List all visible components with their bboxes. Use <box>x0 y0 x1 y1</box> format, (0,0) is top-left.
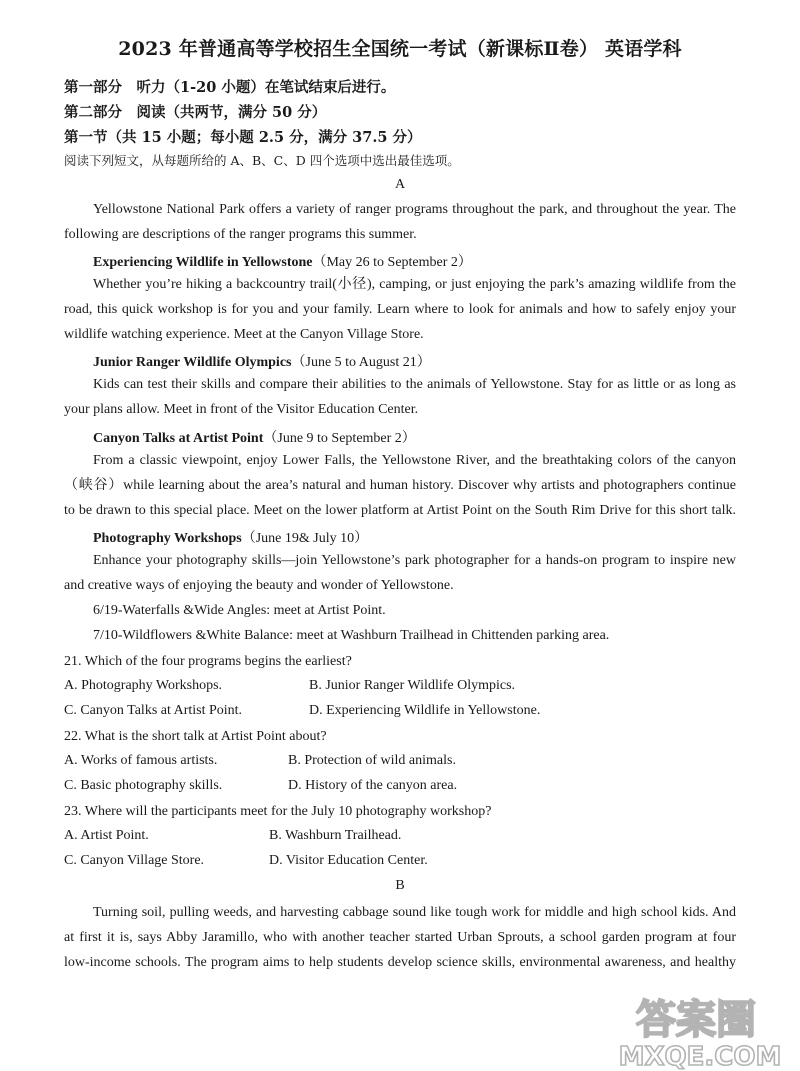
program-text-line: 6/19-Waterfalls &Wide Angles: meet at Artist Point. <box>93 603 386 618</box>
program-name: Junior Ranger Wildlife Olympics <box>93 355 292 370</box>
section-one-heading: 第一节（共 15 小题；每小题 2.5 分，满分 37.5 分） <box>64 129 422 146</box>
option: A. Photography Workshops. <box>64 678 223 693</box>
watermark-top-text: 答案圈 <box>636 997 756 1043</box>
option: A. Works of famous artists. <box>64 753 218 768</box>
program-text-line: From a classic viewpoint, enjoy Lower Falls, the Yellowstone River, and the breathtaking colors of the canyon <box>93 453 736 468</box>
program-text-line: Whether you’re hiking a backcountry trail(小径), camping, or just enjoying the park’s amazing wildlife from the <box>93 277 736 292</box>
program-text-line: 7/10-Wildflowers &White Balance: meet at Washburn Trailhead in Chittenden parking area. <box>93 628 610 643</box>
program-dates: （June 5 to August 21） <box>291 355 431 370</box>
instruction: 阅读下列短文，从每题所给的 A、B、C、D 四个选项中选出最佳选项。 <box>64 153 460 168</box>
program-text-line: and creative ways of enjoying the beauty and wonder of Yellowstone. <box>64 578 454 593</box>
option: C. Basic photography skills. <box>64 778 223 793</box>
program-text-line: your plans allow. Meet in front of the Visitor Education Center. <box>64 402 419 417</box>
program-text-line: （峡谷）while learning about the area’s natural and human history. Discover why artists and photographers continue <box>64 478 736 493</box>
program-heading <box>93 251 472 271</box>
program-name: Canyon Talks at Artist Point <box>93 431 264 446</box>
program-text-line: Enhance your photography skills—join Yellowstone’s park photographer for a hands-on program to inspire new <box>93 553 736 568</box>
program-text-line: to be drawn to this special place. Meet on the lower platform at Artist Point on the South Rim Drive for this short talk. <box>64 503 736 518</box>
program-text-line: road, this quick workshop is for you and your family. Learn where to look for animals and how to safely enjoy your <box>64 302 736 317</box>
option: D. History of the canyon area. <box>288 778 458 793</box>
passage-b-line: at first it is, says Abby Jaramillo, who with another teacher started Urban Sprouts, a school garden program at four <box>64 930 736 945</box>
program-name: Photography Workshops <box>93 531 242 546</box>
program-text-line: Kids can test their skills and compare their abilities to the animals of Yellowstone. Stay for as little or as long as <box>93 377 736 392</box>
part-two-heading: 第二部分 阅读（共两节，满分 50 分） <box>64 104 327 121</box>
passage-b-line: Turning soil, pulling weeds, and harvesting cabbage sound like tough work for middle and high school kids. And <box>93 905 736 920</box>
option: B. Protection of wild animals. <box>288 753 456 768</box>
option: C. Canyon Talks at Artist Point. <box>64 703 243 718</box>
program-text-line: wildlife watching experience. Meet at the Canyon Village Store. <box>64 327 424 342</box>
program-dates: （June 9 to September 2） <box>263 431 416 446</box>
part-one-heading: 第一部分 听力（1-20 小题）在笔试结束后进行。 <box>64 79 396 96</box>
option: C. Canyon Village Store. <box>64 853 205 868</box>
option: A. Artist Point. <box>64 828 149 843</box>
option: B. Junior Ranger Wildlife Olympics. <box>309 678 516 693</box>
passage-a-label: A <box>394 177 406 192</box>
intro-line: following are descriptions of the ranger programs this summer. <box>64 227 417 242</box>
passage-b-label: B <box>395 878 405 893</box>
program-dates: （June 19& July 10） <box>241 531 369 546</box>
program-heading <box>93 527 368 547</box>
question-stem: 23. Where will the participants meet for the July 10 photography workshop? <box>64 804 492 819</box>
exam-title: 2023 年普通高等学校招生全国统一考试（新课标Ⅱ卷） 英语学科 <box>118 38 682 60</box>
option: D. Visitor Education Center. <box>269 853 428 868</box>
program-heading <box>93 427 416 447</box>
watermark-bottom-text: MXQE.COM <box>618 1042 782 1071</box>
passage-b-line: low-income schools. The program aims to help students develop science skills, environmental awareness, and healthy <box>64 955 736 970</box>
question-stem: 21. Which of the four programs begins the earliest? <box>64 654 352 669</box>
option: B. Washburn Trailhead. <box>269 828 402 843</box>
intro-line: Yellowstone National Park offers a variety of ranger programs throughout the park, and throughout the year. The <box>93 202 736 217</box>
program-dates: （May 26 to September 2） <box>312 255 472 270</box>
program-name: Experiencing Wildlife in Yellowstone <box>93 255 313 270</box>
question-stem: 22. What is the short talk at Artist Point about? <box>64 729 327 744</box>
site-watermark-logo <box>600 985 800 1071</box>
option: D. Experiencing Wildlife in Yellowstone. <box>309 703 541 718</box>
program-heading <box>93 351 431 371</box>
